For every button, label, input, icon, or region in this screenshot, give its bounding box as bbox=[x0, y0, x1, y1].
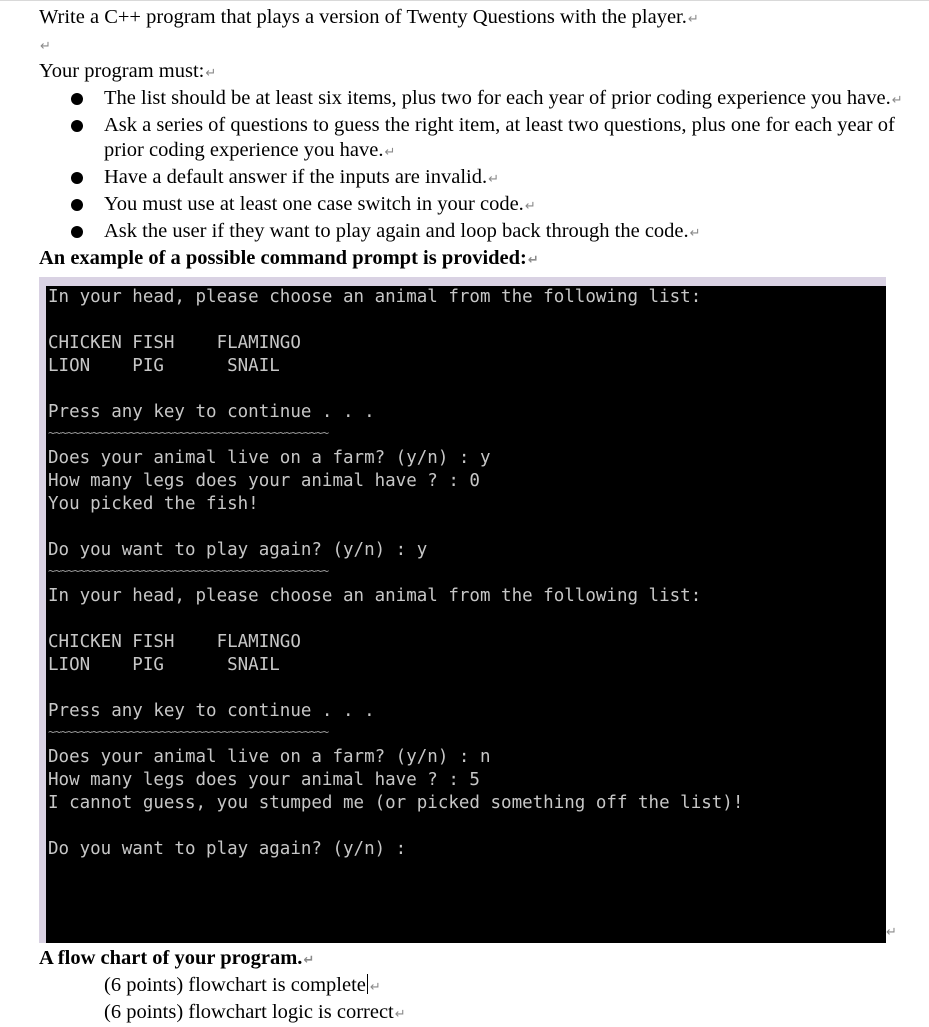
requirement-text: The list should be at least six items, plus two for each year of prior coding experience you have. bbox=[104, 87, 891, 109]
paragraph-mark-icon: ↵ bbox=[205, 66, 217, 81]
flowchart-heading[interactable] bbox=[39, 946, 406, 973]
criterion-line[interactable] bbox=[39, 1000, 406, 1027]
bullet-icon bbox=[71, 93, 83, 105]
terminal-screenshot bbox=[46, 286, 886, 943]
terminal-line: LION PIG SNAIL bbox=[48, 655, 280, 675]
terminal-line: LION PIG SNAIL bbox=[48, 356, 280, 376]
document-body[interactable] bbox=[39, 5, 919, 273]
requirement-text: You must use at least one case switch in your code. bbox=[104, 193, 524, 215]
paragraph-mark-icon: ↵ bbox=[687, 12, 699, 27]
terminal-separator: ~~~~~~~~~~~~~~~~~~~~~~~~~~~~~~~~~~~~~~~~~~~~~ bbox=[48, 564, 329, 578]
intro-paragraph[interactable] bbox=[39, 5, 919, 32]
requirement-item[interactable] bbox=[39, 113, 919, 165]
requirement-item[interactable] bbox=[39, 165, 919, 192]
intro-text: Write a C++ program that plays a version of Twenty Questions with the player. bbox=[39, 6, 687, 28]
bullet-icon bbox=[71, 120, 83, 132]
terminal-separator: ~~~~~~~~~~~~~~~~~~~~~~~~~~~~~~~~~~~~~~~~~~~~~ bbox=[48, 426, 329, 440]
paragraph-mark-icon: ↵ bbox=[384, 145, 396, 160]
terminal-line: Do you want to play again? (y/n) : y bbox=[48, 540, 428, 560]
paragraph-mark-icon: ↵ bbox=[303, 953, 315, 968]
terminal-line: You picked the fish! bbox=[48, 494, 259, 514]
example-heading[interactable] bbox=[39, 246, 919, 273]
paragraph-mark-icon: ↵ bbox=[40, 39, 51, 54]
terminal-line: In your head, please choose an animal from the following list: bbox=[48, 287, 702, 307]
paragraph-mark-icon: ↵ bbox=[394, 1007, 406, 1022]
paragraph-mark-icon: ↵ bbox=[886, 925, 897, 940]
empty-paragraph[interactable] bbox=[39, 32, 919, 59]
requirement-item[interactable] bbox=[39, 219, 919, 246]
page-top-border bbox=[0, 0, 929, 1]
paragraph-mark-icon: ↵ bbox=[524, 199, 536, 214]
terminal-line: CHICKEN FISH FLAMINGO bbox=[48, 333, 301, 353]
requirement-text: Ask a series of questions to guess the right item, at least two questions, plus one for each year of prior coding experience you have. bbox=[104, 114, 895, 161]
terminal-line: Press any key to continue . . . bbox=[48, 701, 375, 721]
terminal-line: Does your animal live on a farm? (y/n) : n bbox=[48, 747, 491, 767]
bullet-icon bbox=[71, 226, 83, 238]
paragraph-mark-icon: ↵ bbox=[891, 93, 903, 108]
paragraph-mark-icon: ↵ bbox=[488, 172, 499, 187]
example-heading-text: An example of a possible command prompt is provided: bbox=[39, 247, 527, 269]
flowchart-section[interactable] bbox=[39, 946, 406, 1027]
requirement-text: Ask the user if they want to play again and loop back through the code. bbox=[104, 220, 689, 242]
terminal-line: Press any key to continue . . . bbox=[48, 402, 375, 422]
flowchart-heading-text: A flow chart of your program. bbox=[39, 947, 303, 969]
paragraph-mark-icon: ↵ bbox=[369, 980, 381, 995]
terminal-separator: ~~~~~~~~~~~~~~~~~~~~~~~~~~~~~~~~~~~~~~~~~~~~~ bbox=[48, 725, 329, 739]
must-heading-text: Your program must: bbox=[39, 60, 205, 82]
text-cursor bbox=[367, 974, 368, 994]
terminal-line: Does your animal live on a farm? (y/n) : y bbox=[48, 448, 491, 468]
terminal-screenshot-frame[interactable] bbox=[39, 277, 886, 943]
requirement-item[interactable] bbox=[39, 86, 919, 113]
criterion-line[interactable] bbox=[39, 973, 406, 1000]
bullet-icon bbox=[71, 172, 83, 184]
requirement-item[interactable] bbox=[39, 192, 919, 219]
paragraph-mark-icon: ↵ bbox=[527, 253, 539, 268]
requirements-list bbox=[39, 86, 919, 246]
paragraph-mark-icon: ↵ bbox=[689, 226, 701, 241]
bullet-icon bbox=[71, 199, 83, 211]
must-heading[interactable] bbox=[39, 59, 919, 86]
terminal-line: How many legs does your animal have ? : 0 bbox=[48, 471, 480, 491]
terminal-line: CHICKEN FISH FLAMINGO bbox=[48, 632, 301, 652]
terminal-line: Do you want to play again? (y/n) : bbox=[48, 839, 407, 859]
terminal-line: In your head, please choose an animal from the following list: bbox=[48, 586, 702, 606]
criterion-text: (6 points) flowchart logic is correct bbox=[104, 1001, 394, 1023]
terminal-line: How many legs does your animal have ? : 5 bbox=[48, 770, 480, 790]
criterion-text: (6 points) flowchart is complete bbox=[104, 974, 366, 996]
terminal-line: I cannot guess, you stumped me (or picked something off the list)! bbox=[48, 793, 744, 813]
requirement-text: Have a default answer if the inputs are invalid. bbox=[104, 166, 488, 188]
